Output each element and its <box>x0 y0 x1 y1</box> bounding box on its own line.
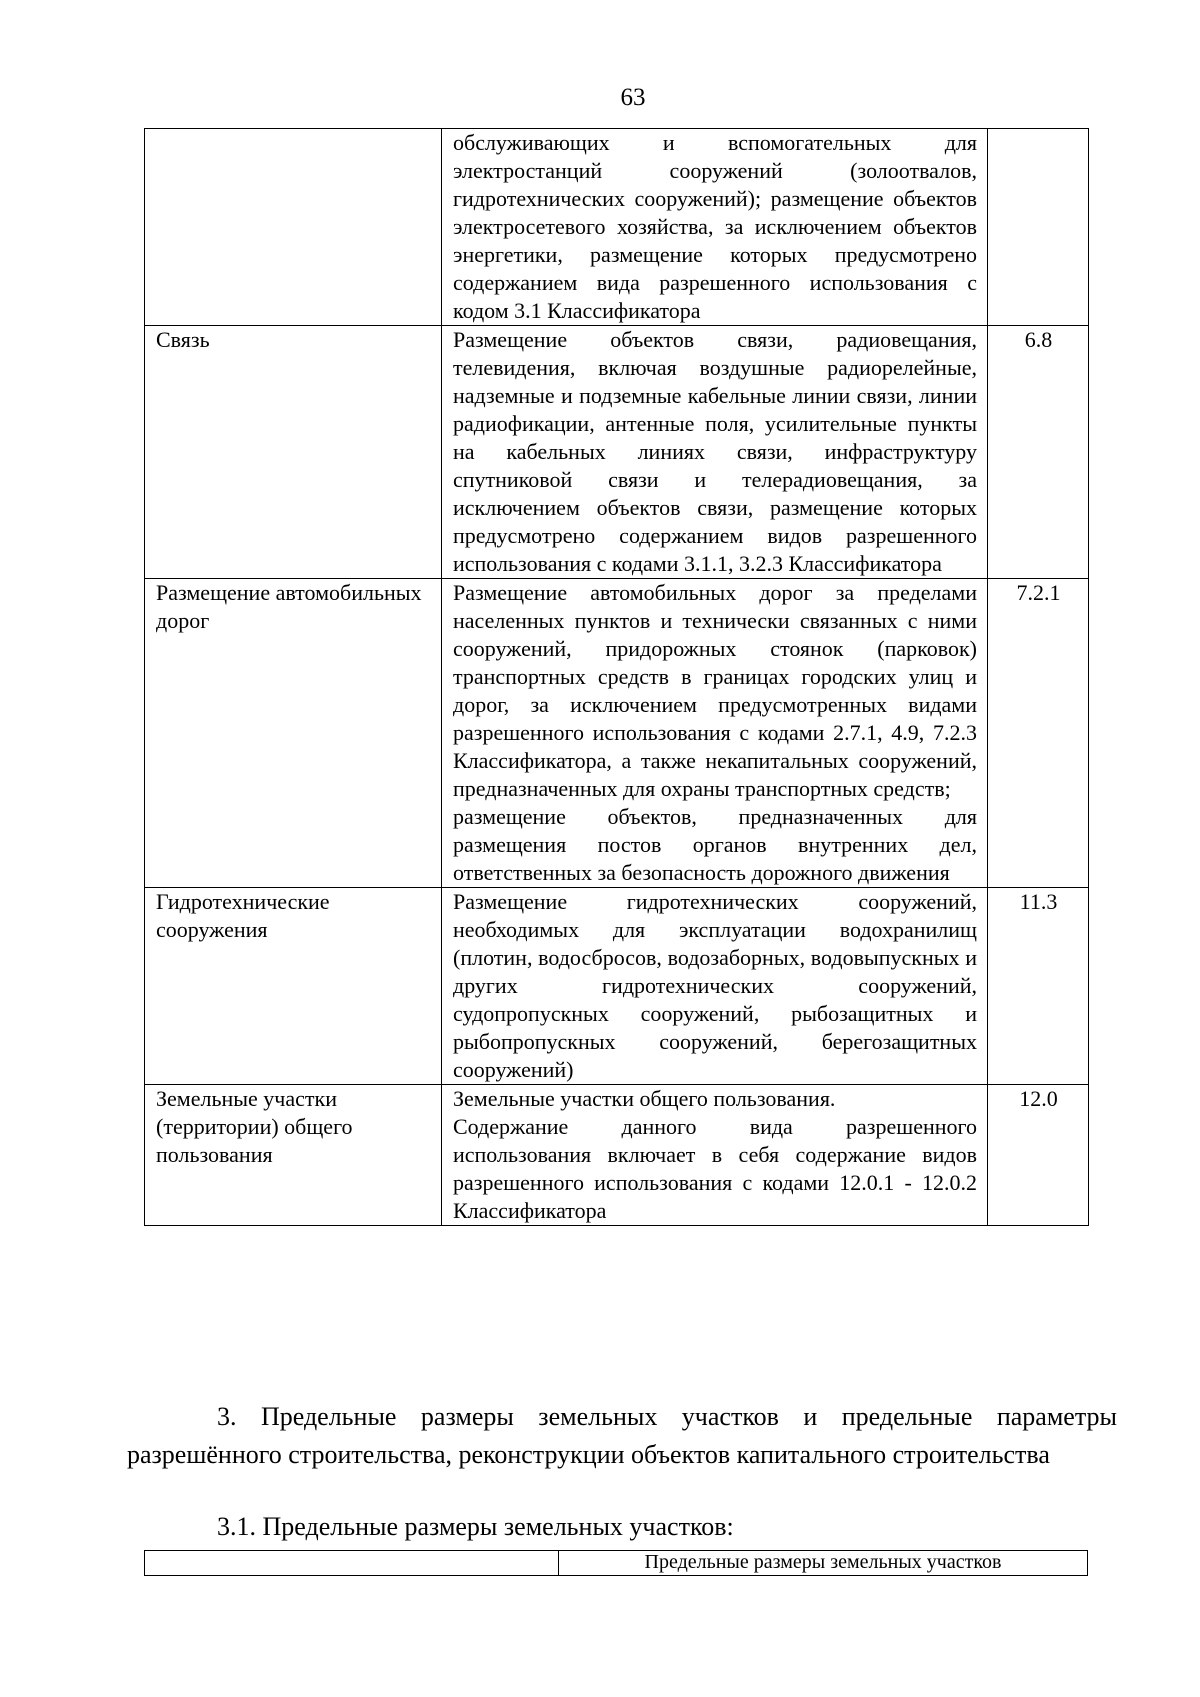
table-row <box>145 888 1089 1085</box>
table-row <box>145 1085 1089 1226</box>
use-name-cell: Гидротехнические сооружения <box>145 888 442 1085</box>
table-row <box>145 129 1089 326</box>
use-name-cell: Размещение автомобильных дорог <box>145 579 442 888</box>
use-description-cell: Размещение гидротехнических сооружений, необходимых для эксплуатации водохранилищ (плотин, водосбросов, водозаборных, водовыпускных и других гидротехнических сооружений, судопропускных сооружений, рыбозащитных и рыбопропускных сооружений, берегозащитных сооружений) <box>442 888 988 1085</box>
use-name-cell <box>145 129 442 326</box>
section-3-heading: 3. Предельные размеры земельных участков и предельные параметры разрешённого строительства, реконструкции объектов капитального строительства <box>127 1402 1117 1469</box>
land-use-table <box>144 128 1089 1226</box>
use-description-cell: Земельные участки общего пользования. Содержание данного вида разрешенного использования включает в себя содержание видов разрешенного использования с кодами 12.0.1 - 12.0.2 Классификатора <box>442 1085 988 1226</box>
table-row <box>145 326 1089 579</box>
plot-sizes-table <box>144 1550 1088 1576</box>
use-code-cell <box>988 129 1089 326</box>
use-name-cell: Связь <box>145 326 442 579</box>
use-description-cell: Размещение автомобильных дорог за пределами населенных пунктов и технически связанных с ними сооружений, придорожных стоянок (парковок) транспортных средств в границах городских улиц и дорог, за исключением предусмотренных видами разрешенного использования с кодами 2.7.1, 4.9, 7.2.3 Классификатора, а также некапитальных сооружений, предназначенных для охраны транспортных средств; размещение объектов, предназначенных для размещения постов органов внутренних дел, ответственных за безопасность дорожного движения <box>442 579 988 888</box>
use-code-cell: 7.2.1 <box>988 579 1089 888</box>
sizes-header-right: Предельные размеры земельных участков <box>559 1551 1088 1576</box>
use-code-cell: 6.8 <box>988 326 1089 579</box>
table-row <box>145 579 1089 888</box>
use-description-cell: обслуживающих и вспомогательных для электростанций сооружений (золоотвалов, гидротехнических сооружений); размещение объектов электросетевого хозяйства, за исключением объектов энергетики, размещение которых предусмотрено содержанием вида разрешенного использования с кодом 3.1 Классификатора <box>442 129 988 326</box>
use-description-cell: Размещение объектов связи, радиовещания, телевидения, включая воздушные радиорелейные, надземные и подземные кабельные линии связи, линии радиофикации, антенные поля, усилительные пункты на кабельных линиях связи, инфраструктуру спутниковой связи и телерадиовещания, за исключением объектов связи, размещение которых предусмотрено содержанием видов разрешенного использования с кодами 3.1.1, 3.2.3 Классификатора <box>442 326 988 579</box>
sizes-header-left <box>145 1551 559 1576</box>
use-code-cell: 11.3 <box>988 888 1089 1085</box>
section-3-1-heading: 3.1. Предельные размеры земельных участков: <box>217 1512 734 1541</box>
page-number: 63 <box>620 84 646 111</box>
use-name-cell: Земельные участки (территории) общего пользования <box>145 1085 442 1226</box>
table-row <box>145 1551 1088 1576</box>
use-code-cell: 12.0 <box>988 1085 1089 1226</box>
